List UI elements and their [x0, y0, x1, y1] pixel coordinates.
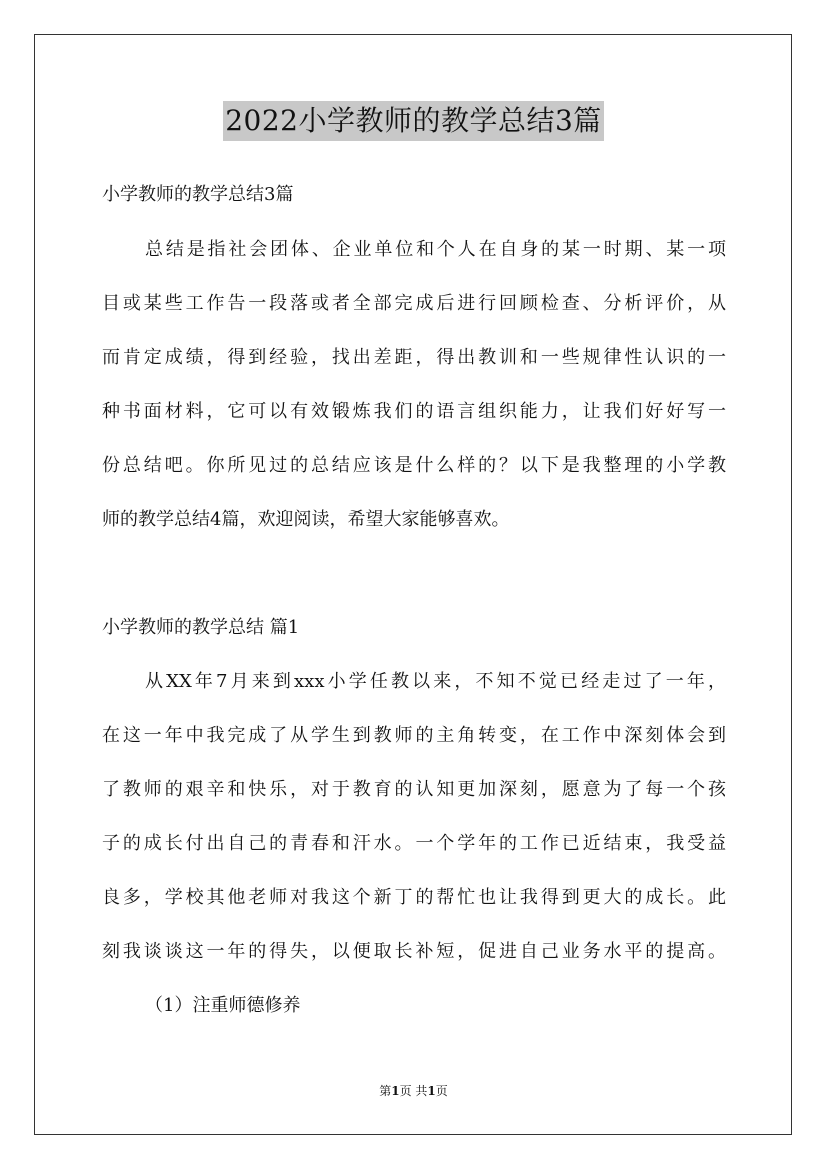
section-heading: 小学教师的教学总结 篇1: [102, 617, 300, 638]
section-line: 了教师的艰辛和快乐，对于教育的认知更加深刻，愿意为了每一个孩: [102, 779, 726, 800]
intro-line: 种书面材料，它可以有效锻炼我们的语言组织能力，让我们好好写一: [102, 401, 726, 422]
intro-line: 师的教学总结4篇，欢迎阅读，希望大家能够喜欢。: [102, 509, 510, 530]
section-line: 刻我谈谈这一年的得失，以便取长补短，促进自己业务水平的提高。: [102, 941, 726, 962]
intro-line: 份总结吧。你所见过的总结应该是什么样的？以下是我整理的小学教: [102, 455, 726, 476]
intro-line: 总结是指社会团体、企业单位和个人在自身的某一时期、某一项: [145, 239, 726, 260]
subtitle: 小学教师的教学总结3篇: [102, 184, 294, 205]
footer-suffix: 页: [435, 1084, 448, 1098]
section-line: 在这一年中我完成了从学生到教师的主角转变，在工作中深刻体会到: [102, 725, 726, 746]
section-line: 从XX年7月来到xxx小学任教以来，不知不觉已经走过了一年，: [145, 671, 726, 692]
page-footer: [0, 1083, 827, 1099]
footer-mid: 页 共: [399, 1084, 428, 1098]
footer-page-total: 1: [427, 1084, 436, 1098]
section-line: 良多，学校其他老师对我这个新丁的帮忙也让我得到更大的成长。此: [102, 887, 726, 908]
subheading: （1）注重师德修养: [145, 995, 301, 1016]
footer-prefix: 第: [379, 1084, 392, 1098]
title-wrapper: [0, 101, 827, 141]
section-line: 子的成长付出自己的青春和汗水。一个学年的工作已近结束，我受益: [102, 833, 726, 854]
footer-page-number: 1: [391, 1084, 400, 1098]
intro-line: 而肯定成绩，得到经验，找出差距，得出教训和一些规律性认识的一: [102, 347, 726, 368]
intro-line: 目或某些工作告一段落或者全部完成后进行回顾检查、分析评价，从: [102, 293, 726, 314]
document-title: 2022小学教师的教学总结3篇: [223, 101, 604, 141]
